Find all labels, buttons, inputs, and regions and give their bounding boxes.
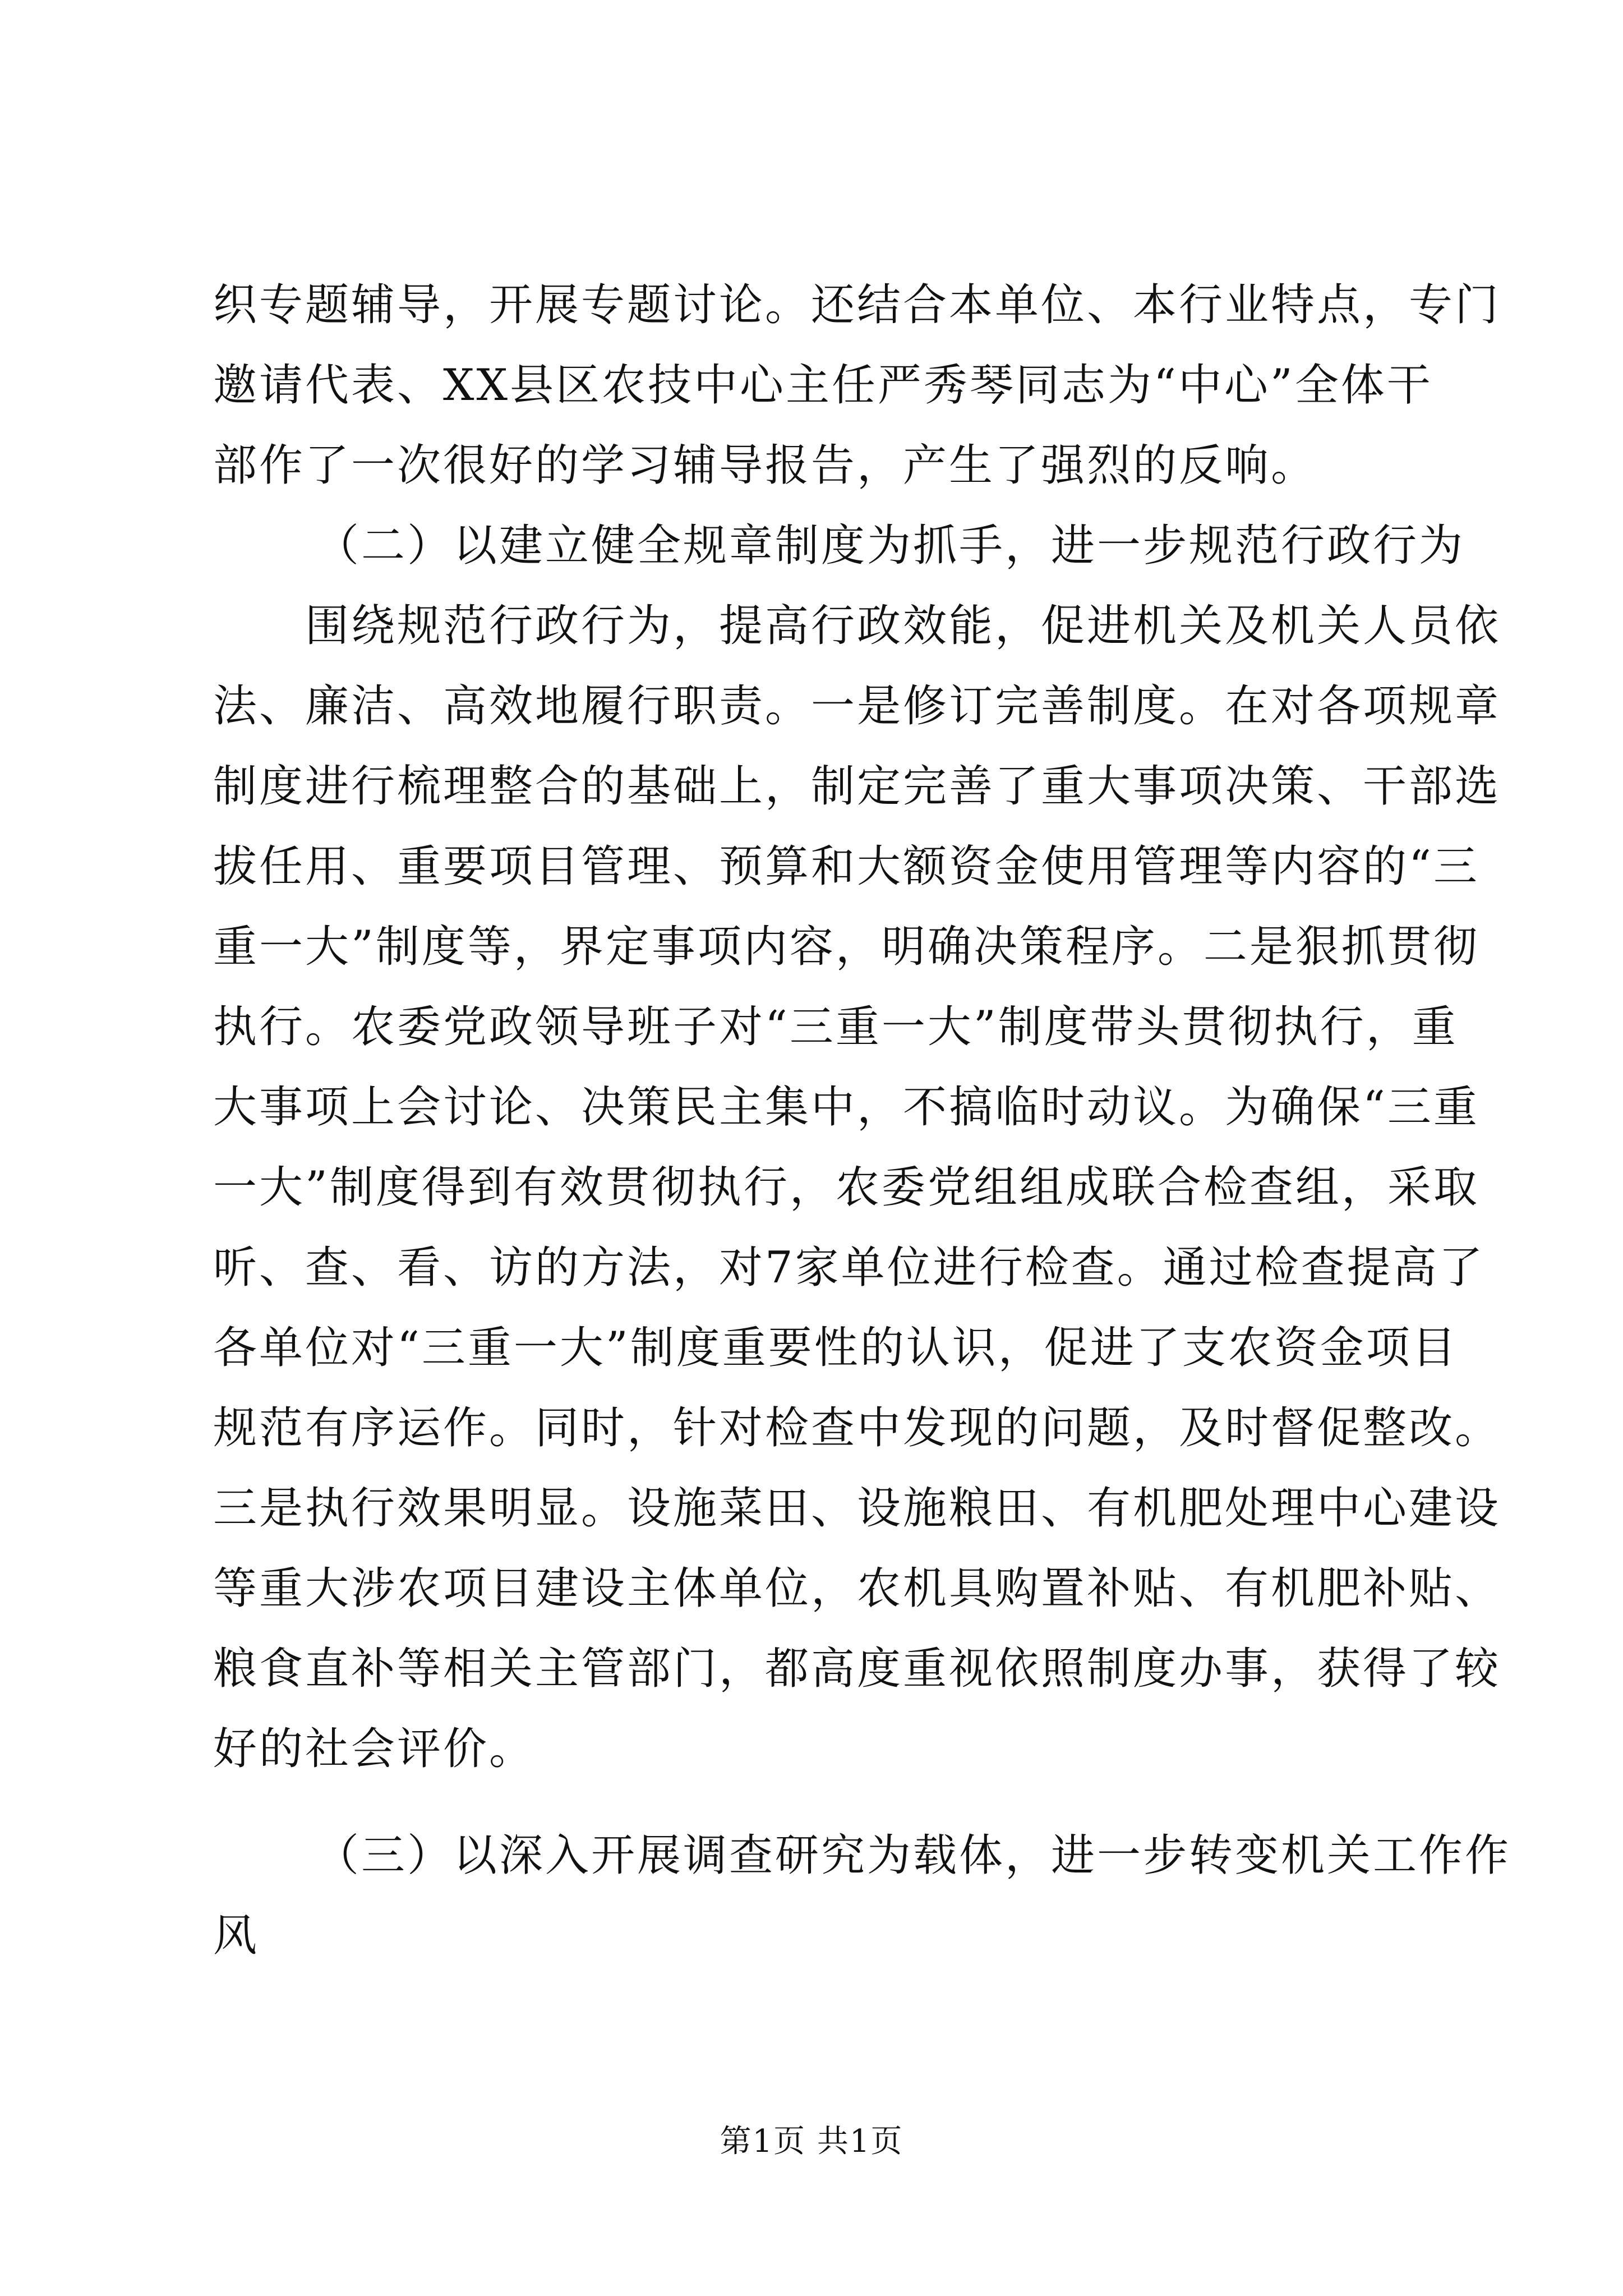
text-line: 各单位对“三重一大”制度重要性的认识，促进了支农资金项目 [213,1323,1458,1373]
text-line: 围绕规范行政行为，提高行政效能，促进机关及机关人员依 [305,601,1501,651]
text-line: 好的社会评价。 [213,1724,536,1774]
text-line: 三是执行效果明显。设施菜田、设施粮田、有机肥处理中心建设 [213,1483,1501,1534]
section-heading: （三）以深入开展调查研究为载体，进一步转变机关工作作 [315,1830,1511,1881]
text-line: 规范有序运作。同时，针对检查中发现的问题，及时督促整改。 [213,1403,1501,1453]
text-line: 制度进行梳理整合的基础上，制定完善了重大事项决策、干部选 [213,761,1501,812]
text-line: 织专题辅导，开展专题讨论。还结合本单位、本行业特点，专门 [213,280,1501,330]
text-line: 等重大涉农项目建设主体单位，农机具购置补贴、有机肥补贴、 [213,1563,1501,1614]
text-line: 法、廉洁、高效地履行职责。一是修订完善制度。在对各项规章 [213,681,1501,731]
text-line: 重一大”制度等，界定事项内容，明确决策程序。二是狠抓贯彻 [213,922,1479,972]
text-line: 拔任用、重要项目管理、预算和大额资金使用管理等内容的“三 [213,841,1479,892]
page-footer: 第1页 共1页 [720,2123,903,2160]
text-line: 听、查、看、访的方法，对7家单位进行检查。通过检查提高了 [213,1243,1485,1293]
text-line: 风 [213,1911,260,1961]
text-line: 部作了一次很好的学习辅导报告，产生了强烈的反响。 [213,440,1317,491]
text-line: 一大”制度得到有效贯彻执行，农委党组组成联合检查组，采取 [213,1162,1479,1213]
section-heading: （二）以建立健全规章制度为抓手，进一步规范行政行为 [315,521,1465,571]
text-line: 邀请代表、XX县区农技中心主任严秀琴同志为“中心”全体干 [213,360,1433,411]
text-line: 执行。农委党政领导班子对“三重一大”制度带头贯彻执行，重 [213,1002,1458,1052]
text-line: 粮食直补等相关主管部门，都高度重视依照制度办事，获得了较 [213,1644,1501,1694]
text-line: 大事项上会讨论、决策民主集中，不搞临时动议。为确保“三重 [213,1082,1479,1133]
